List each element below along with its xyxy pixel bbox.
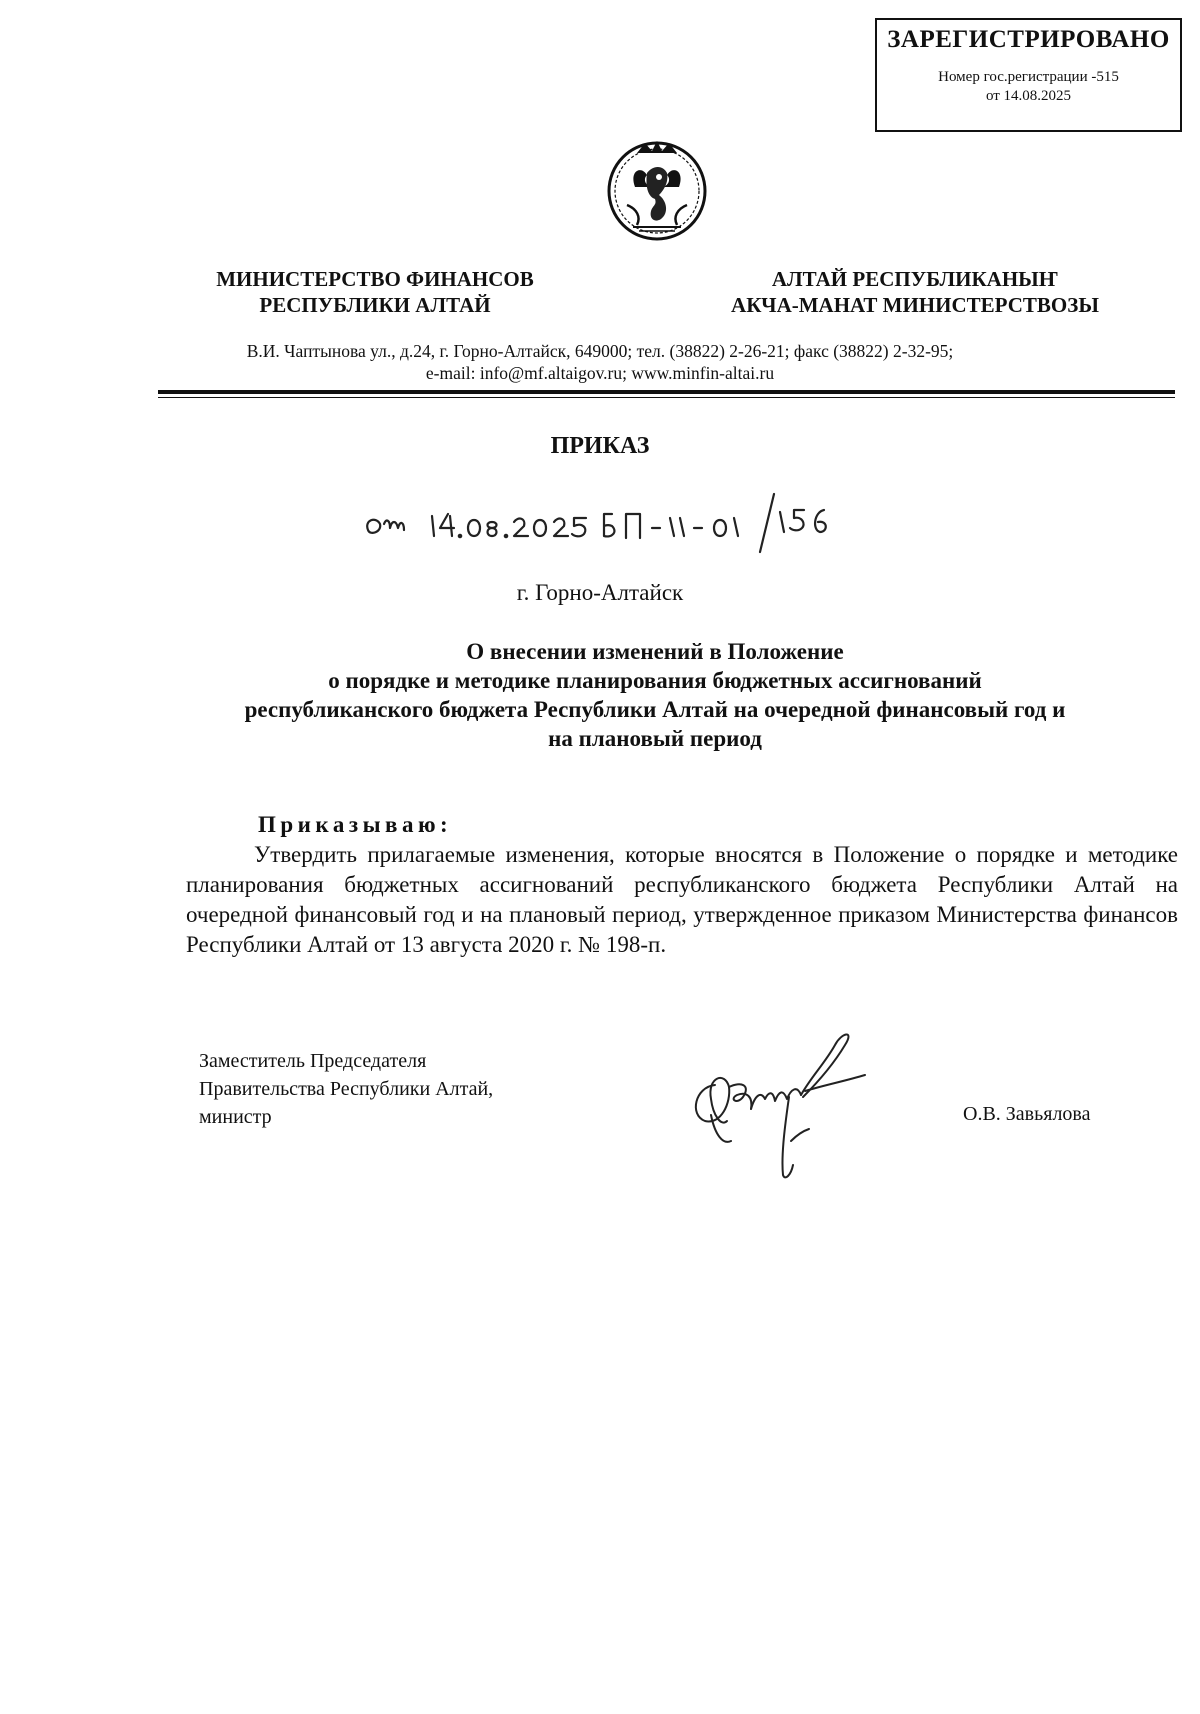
handwritten-date-number-icon	[360, 490, 840, 560]
subject-line-1: О внесении изменений в Положение	[466, 639, 844, 664]
document-type: ПРИКАЗ	[550, 433, 650, 459]
org-name-russian-line1: МИНИСТЕРСТВО ФИНАНСОВ	[216, 267, 534, 291]
org-contacts	[150, 340, 1050, 384]
stamp-title: ЗАРЕГИСТРИРОВАНО	[887, 26, 1170, 53]
document-subject	[150, 637, 1160, 753]
signatory-position-line-2: Правительства Республики Алтай,	[199, 1078, 494, 1100]
order-verb: Приказываю:	[258, 812, 453, 837]
subject-line-4: на плановый период	[548, 726, 762, 751]
stamp-registration-date: от 14.08.2025	[985, 88, 1072, 104]
org-name-altai-line1: АЛТАЙ РЕСПУБЛИКАНЫҤ	[771, 267, 1059, 291]
header-divider-thin	[158, 397, 1175, 398]
handwritten-signature-icon	[685, 1025, 945, 1185]
org-address: В.И. Чаптынова ул., д.24, г. Горно-Алтайск, 649000; тел. (38822) 2-26-21; факс (38822) 2-32-95;	[246, 341, 954, 361]
document-city: г. Горно-Алтайск	[516, 580, 684, 605]
org-name-altai-line2: АКЧА-МАНАТ МИНИСТЕРСТВОЗЫ	[731, 293, 1099, 317]
signatory-position	[199, 1047, 493, 1131]
registration-stamp	[875, 18, 1182, 132]
org-name-russian	[170, 266, 580, 318]
order-body: Утвердить прилагаемые изменения, которые вносятся в Положение о порядке и методике планирования бюджетных ассигнований республиканского бюджета Республики Алтай на очередной финансовый год и на плановый период, утвержденное приказом Министерства финансов Республики Алтай от 13 августа 2020 г. № 198-п.	[186, 842, 1178, 957]
org-email-website: e-mail: info@mf.altaigov.ru; www.minfin-altai.ru	[425, 363, 775, 383]
signatory-position-line-1: Заместитель Председателя	[199, 1050, 427, 1072]
signatory-position-line-3: министр	[199, 1106, 272, 1128]
coat-of-arms-icon	[597, 135, 717, 243]
org-name-altai	[700, 266, 1130, 318]
subject-line-2: о порядке и методике планирования бюджетных ассигнований	[328, 668, 982, 693]
signatory-name: О.В. Завьялова	[963, 1103, 1091, 1125]
header-divider-thick	[158, 390, 1175, 394]
org-name-russian-line2: РЕСПУБЛИКИ АЛТАЙ	[259, 293, 491, 317]
subject-line-3: республиканского бюджета Республики Алтай на очередной финансовый год и	[244, 697, 1066, 722]
stamp-registration-number: Номер гос.регистрации -515	[938, 69, 1119, 85]
